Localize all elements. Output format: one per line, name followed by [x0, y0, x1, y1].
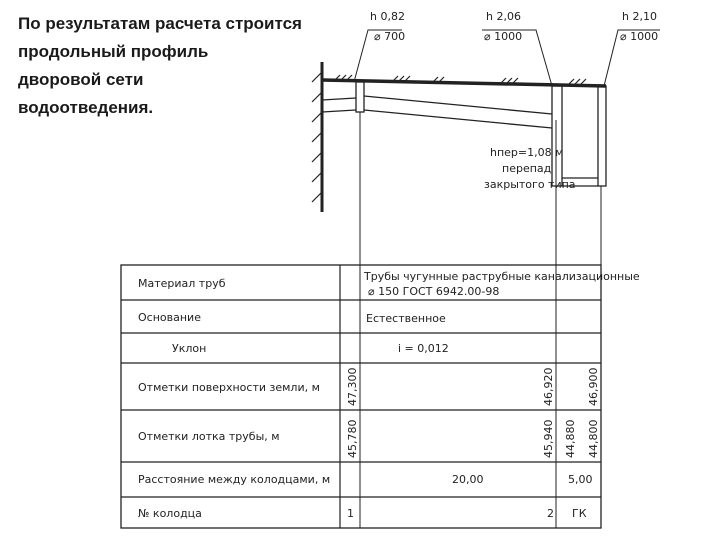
row-value-material: Трубы чугунные раструбные канализационные [364, 270, 640, 283]
invert-mark-2: 45,940 [542, 419, 555, 458]
invert-mark-1: 45,780 [346, 419, 359, 458]
row-label-material: Материал труб [138, 277, 226, 290]
city-well [598, 86, 606, 186]
well-3-diameter: ⌀ 1000 [620, 30, 659, 43]
ground-mark-3: 46,900 [587, 367, 600, 406]
invert-mark-4: 44,800 [587, 419, 600, 458]
pipe-bottom [364, 110, 552, 128]
row-value-slope: i = 0,012 [398, 342, 449, 355]
distance-2-gk: 5,00 [568, 473, 593, 486]
well-2-diameter: ⌀ 1000 [484, 30, 523, 43]
well-number-2: 2 [547, 507, 554, 520]
profile-table [121, 265, 601, 528]
well-number-gk: ГК [572, 507, 587, 520]
row-label-slope: Уклон [172, 342, 207, 355]
drop-height: hпер=1,08 м [490, 146, 564, 159]
well-1 [356, 82, 364, 112]
drop-type-1: перепад [502, 162, 552, 175]
row-value-base: Естественное [366, 312, 446, 325]
well-1-depth: h 0,82 [370, 10, 405, 23]
heading-line-3: дворовой сети [18, 70, 144, 89]
well-3-depth: h 2,10 [622, 10, 657, 23]
pipe-top [364, 96, 552, 114]
distance-1-2: 20,00 [452, 473, 484, 486]
row-label-invert-marks: Отметки лотка трубы, м [138, 430, 280, 443]
invert-mark-3: 44,880 [564, 419, 577, 458]
well-number-1: 1 [347, 507, 354, 520]
well-1-diameter: ⌀ 700 [374, 30, 406, 43]
heading-line-2: продольный профиль [18, 42, 209, 61]
ground-mark-2: 46,920 [542, 367, 555, 406]
heading-line-1: По результатам расчета строится [18, 14, 302, 33]
row-label-well-number: № колодца [138, 507, 202, 520]
well-2-depth: h 2,06 [486, 10, 521, 23]
row-value-material-2: ⌀ 150 ГОСТ 6942.00-98 [368, 285, 500, 298]
well-2 [552, 86, 562, 186]
row-label-distance: Расстояние между колодцами, м [138, 473, 331, 486]
drop-type-2: закрытого типа [484, 178, 576, 191]
heading-line-4: водоотведения. [18, 98, 154, 117]
row-label-ground-marks: Отметки поверхности земли, м [138, 381, 320, 394]
ground-mark-1: 47,300 [346, 367, 359, 406]
row-label-base: Основание [138, 311, 201, 324]
